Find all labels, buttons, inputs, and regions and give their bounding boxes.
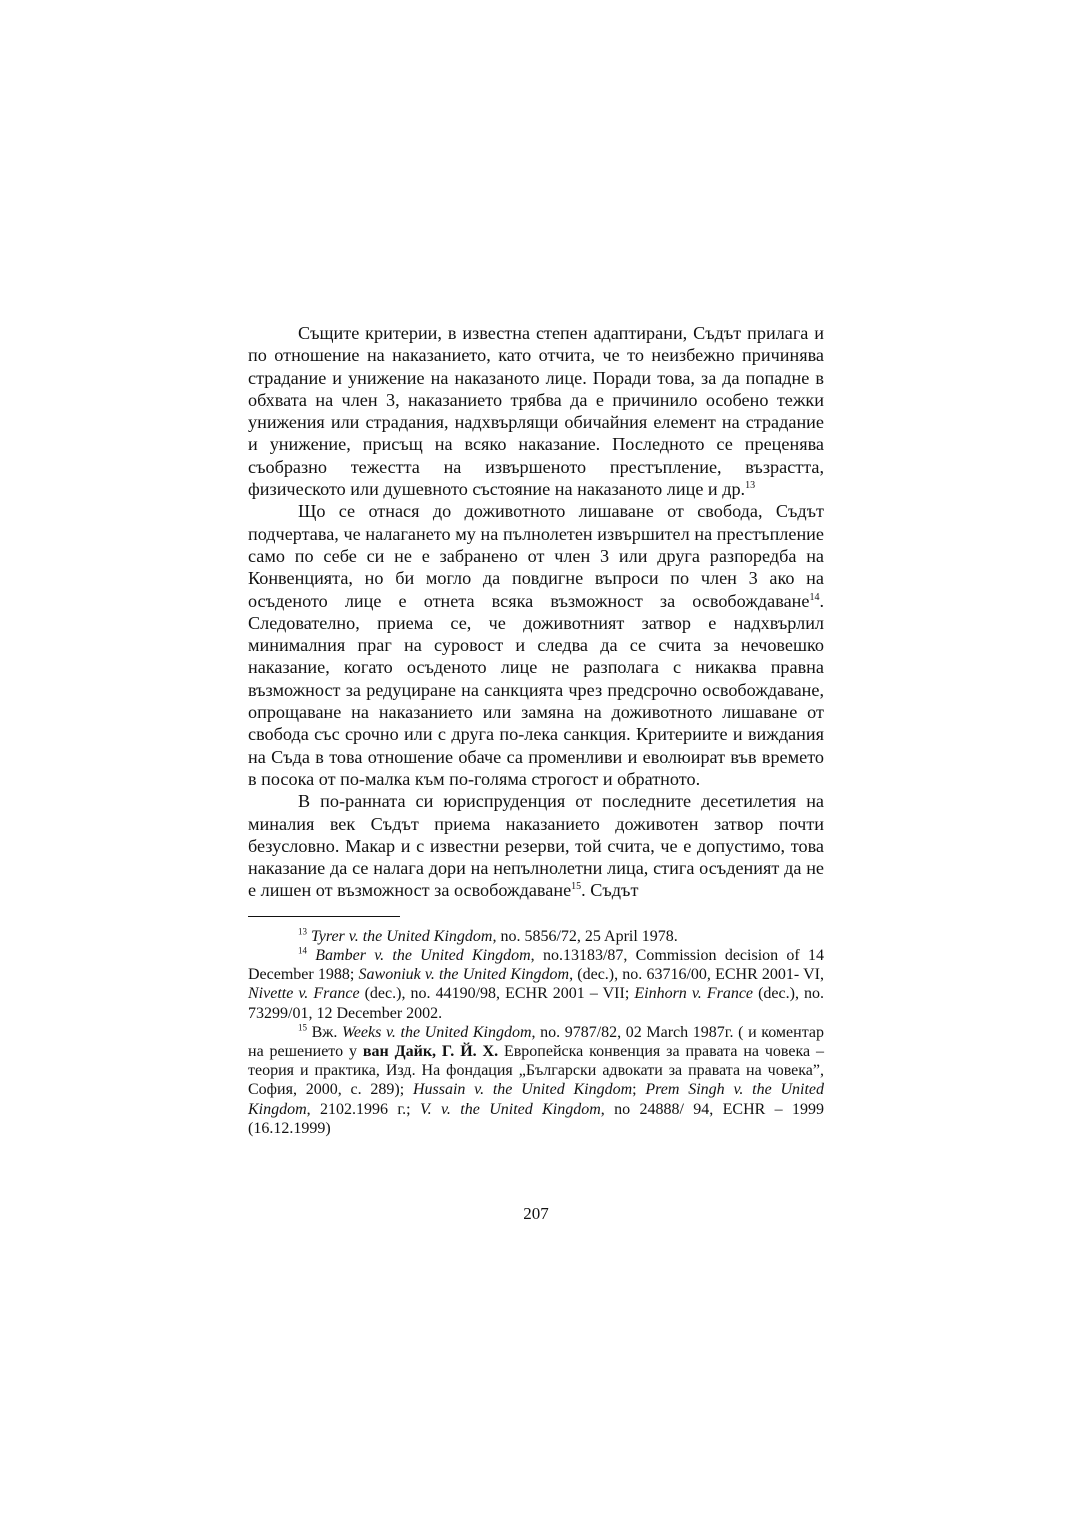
footnote-separator — [248, 916, 400, 917]
page-content — [248, 322, 825, 1223]
paragraph-1: Същите критерии, в известна степен адаптирани, Съдът прилага и по отношение на наказанието, като отчита, че то неизбежно причинява страдание и унижение на наказаното лице. Поради това, за да попадне в обхвата на член 3, наказанието трябва да е причинило особено тежки унижения или страдания, надхвърлящи обичайния елемент на страдание и унижение, присъщ на всяко наказание. Последното се преценява съобразно тежестта на извършеното престъпление, възрастта, физическото или душевното състояние на наказаното лице и др.$^{13}$ — [248, 323, 824, 500]
footnote-15: $^{15}$ Вж. Weeks v. the United Kingdom, no. 9787/82, 02 March 1987г. ( и коментар на решението у ван Дайк, Г. Й. Х. Европейска конвенция за правата на човека – теория и практика, Изд. На фондация „Български адвокати за правата на човека”, София, 2000, с. 289); Hussain v. the United Kingdom; Prem Singh v. the United Kingdom, 2102.1996 г.; V. v. the United Kingdom, no 24888/ 94, ECHR – 1999 (16.12.1999) — [248, 1022, 825, 1137]
footnote-ref-15[interactable]: 15 — [571, 881, 582, 893]
footnote-ref-13[interactable]: 13 — [745, 480, 756, 492]
footnote-14: $^{14}$ Bamber v. the United Kingdom, no.13183/87, Commission decision of 14 December 1988; Sawoniuk v. the United Kingdom, (dec.), no. 63716/00, ECHR 2001- VI, Nivette v. France (dec.), no. 44190/98, ECHR 2001 – VII; Einhorn v. France (dec.), no. 73299/01, 12 December 2002. — [248, 945, 825, 1022]
body-text — [248, 322, 824, 902]
page-number: 207 — [523, 1204, 549, 1223]
paragraph-3: В по-ранната си юриспруденция от последните десетилетия на миналия век Съдът приема наказанието доживотен затвор почти безусловно. Макар и с известни резерви, той счита, че е допустимо, това наказание да се налага дори на непълнолетни лица, стига осъденият да не е лишен от възможност за освобождаване$^{15}$. Съдът — [248, 791, 824, 901]
footnote-ref-14[interactable]: 14 — [809, 591, 820, 603]
footnote-13: $^{13}$ Tyrer v. the United Kingdom, no. 5856/72, 25 April 1978. — [298, 926, 678, 945]
paragraph-2: Що се отнася до доживотното лишаване от свобода, Съдът подчертава, че налагането му на пълнолетен извършител на престъпление само по себе си не е забранено от член 3 или друга разпоредба на Конвенцията, но би могло да повдигне въпроси по член 3 ако на осъденото лице е отнета всяка възможност за освобождаване$^{14}$. Следователно, приема се, че доживотният затвор е надхвърлил минималния праг на суровост и следва да се счита за нечовешко наказание, когато осъденото лице не разполага с никаква правна възможност за редуциране на санкцията чрез предсрочно освобождаване, опрощаване на наказанието или замяна на доживотното лишаване от свобода със срочно или с друга по-лека санкция. Критериите и виждания на Съда в това отношение обаче са променливи и еволюират във времето в посока от по-малка към по-голяма строгост и обратното. — [248, 501, 824, 789]
footnotes — [248, 927, 824, 1138]
